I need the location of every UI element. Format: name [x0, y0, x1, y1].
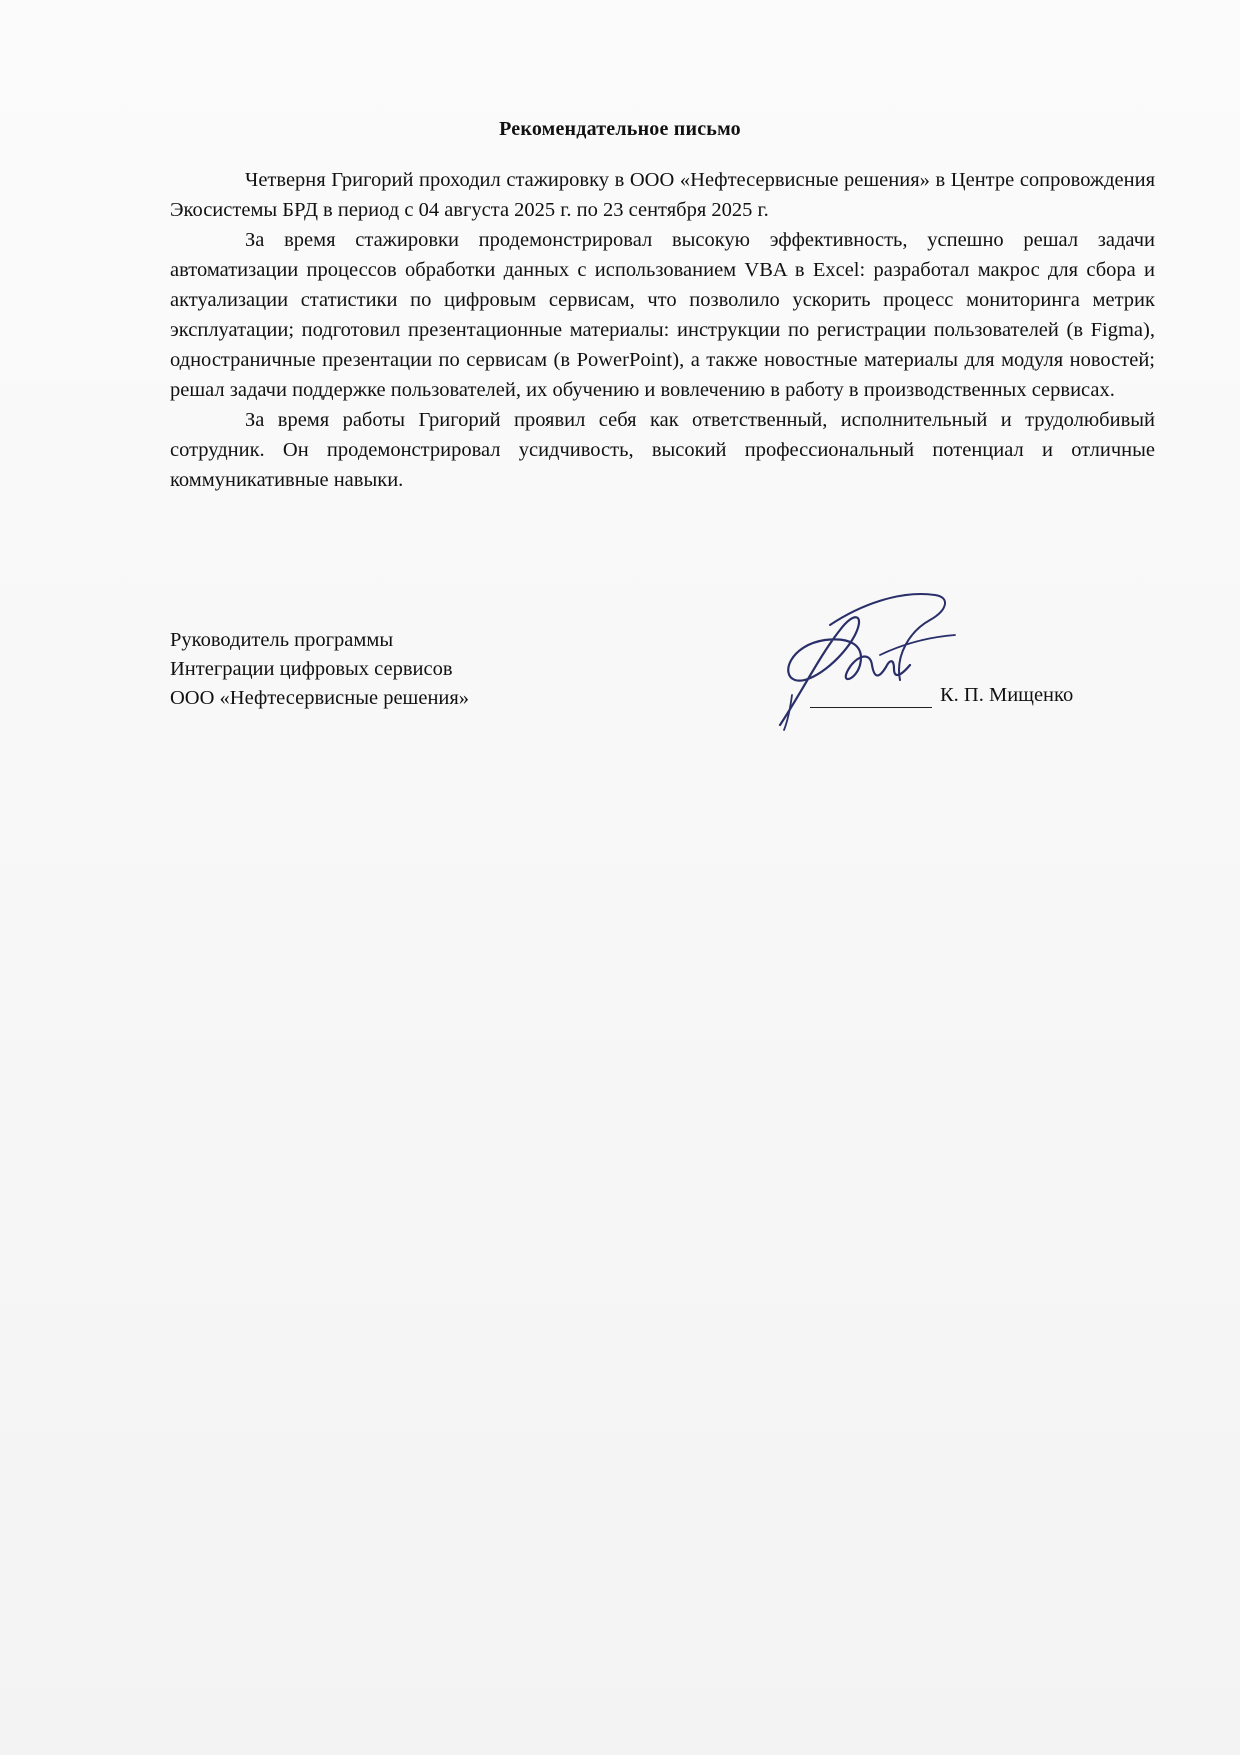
paragraph-internship: Четверня Григорий проходил стажировку в ООО «Нефтесервисные решения» в Центре сопровождения Экосистемы БРД в период с 04 августа 2025 г. по 23 сентября 2025 г. [170, 169, 1155, 221]
position-line-2: Интеграции цифровых сервисов [170, 658, 453, 680]
position-line-1: Руководитель программы [170, 629, 394, 651]
position-line-3: ООО «Нефтесервисные решения» [170, 687, 470, 709]
letter-body [170, 165, 1155, 495]
paragraph-qualities: За время работы Григорий проявил себя как ответственный, исполнительный и трудолюбивый сотрудник. Он продемонстрировал усидчивость, высокий профессиональный потенциал и отличные коммуникативные навыки. [170, 409, 1155, 491]
handwritten-signature-icon [770, 585, 960, 735]
paragraph-achievements: За время стажировки продемонстрировал высокую эффективность, успешно решал задачи автоматизации процессов обработки данных с использованием VBA в Excel: разработал макрос для сбора и актуализации статистики по цифровым сервисам, что позволило ускорить процесс мониторинга метрик эксплуатации; подготовил презентационные материалы: инструкции по регистрации пользователей (в Figma), одностраничные презентации по сервисам (в PowerPoint), а также новостные материалы для модуля новостей; решал задачи поддержке пользователей, их обучению и вовлечению в работу в производственных сервисах. [170, 229, 1155, 401]
letter-title: Рекомендательное письмо [499, 118, 741, 140]
signatory-position [170, 626, 469, 713]
signature-line [810, 707, 932, 708]
signatory-name: К. П. Мищенко [940, 684, 1074, 706]
